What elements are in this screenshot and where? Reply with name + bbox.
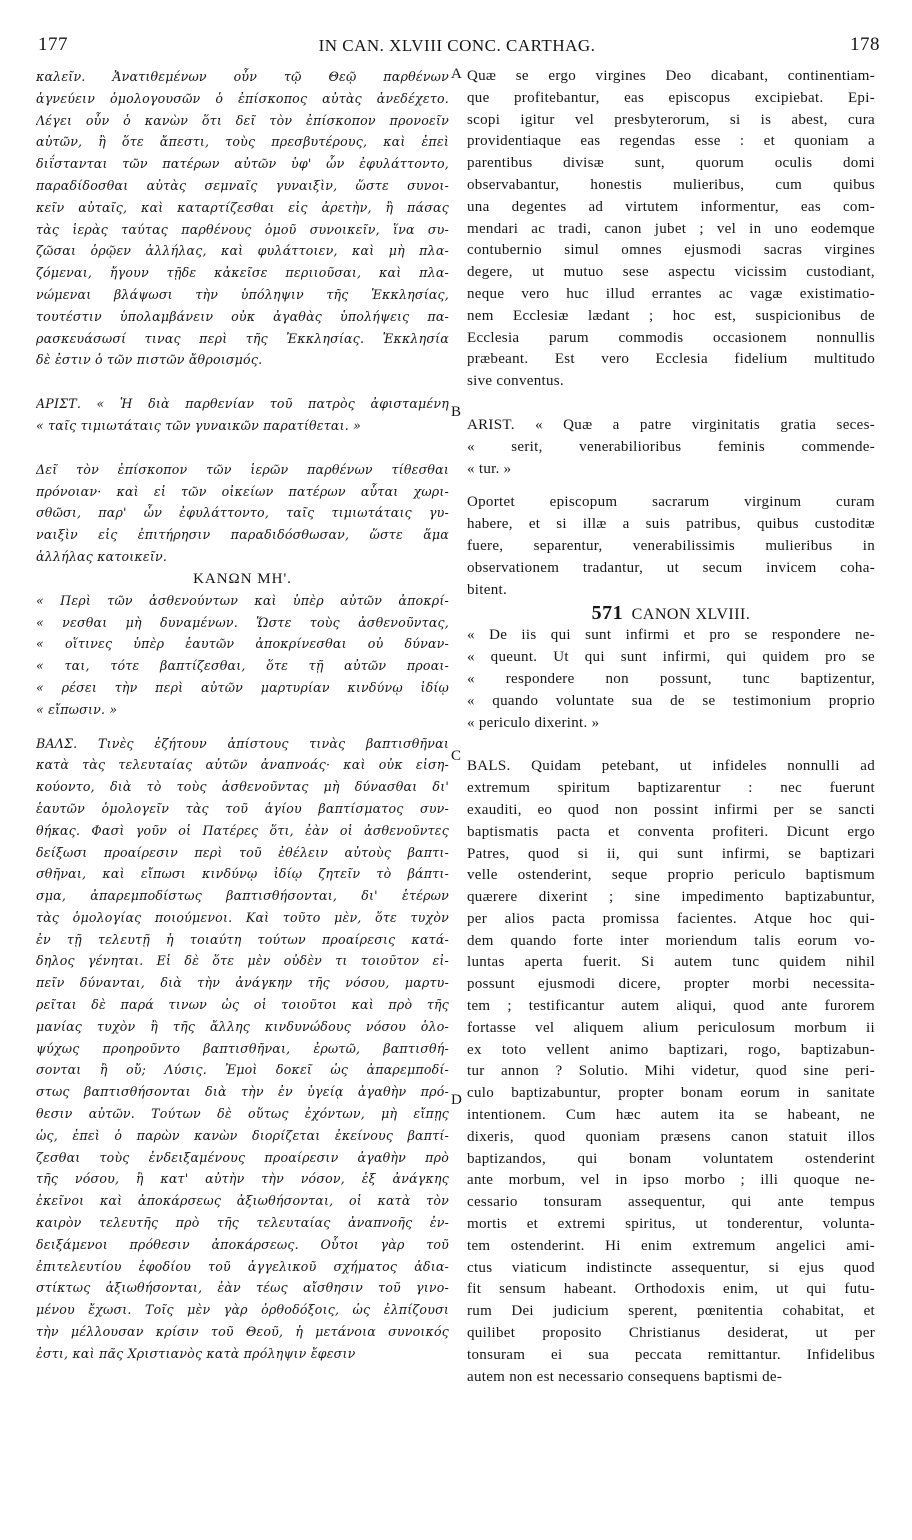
text-line: contubernio simul omnes ejusmodi sacras virgines — [467, 242, 875, 259]
text-line: Oportet episcopum sacrarum virginum curam — [467, 494, 875, 511]
text-line: « ταῖς τιμιωτάταις τῶν γυναικῶν παρατίθεται. » — [36, 417, 362, 433]
text-line: στίκτως ἀξιωθήσονται, ἐὰν τέως αἴσθησιν τοῦ γινο- — [36, 1280, 449, 1296]
latin-arist-paragraph — [467, 415, 875, 480]
text-line: σθῆναι, καὶ εἴπωσι κινδύνῳ ἰδίῳ ζητεῖν τὸ βάπτι- — [36, 866, 449, 882]
text-line: ἀλλήλας κατοικεῖν. — [36, 548, 168, 564]
text-line: tur annon ? Solutio. Mihi videtur, quod sine peri- — [467, 1063, 875, 1080]
margin-marker-d: D — [451, 1092, 462, 1108]
text-line: « Περὶ τῶν ἀσθενούντων καὶ ὑπὲρ αὐτῶν ἀποκρί- — [36, 592, 449, 608]
text-line: parentibus divisæ sunt, quorum oculis domi — [467, 155, 875, 172]
text-line: καλεῖν. Ἀνατιθεμένων οὖν τῷ Θεῷ παρθένων — [36, 69, 449, 84]
text-line: ARIST. « Quæ a patre virginitatis gratia seces- — [467, 416, 875, 433]
text-line: possunt ejusmodi dicere, propter morbi necessita- — [467, 976, 875, 993]
text-line: δείξωσι προαίρεσιν περὶ τοῦ ἐθέλειν αὐτοὺς βαπτι- — [36, 844, 449, 860]
margin-marker-b: B — [451, 404, 462, 420]
text-line: præbeant. Est vero Ecclesia fidelium multitudo — [467, 351, 875, 368]
latin-paragraph-1 — [467, 66, 875, 393]
text-line: ΒΑΛΣ. Τινὲς ἐζήτουν ἀπίστους τινὰς βαπτισθῆναι — [36, 735, 449, 751]
text-line: ναιξὶν εἰς ἐπιτήρησιν παραδιδόσθωσαν, ὥστε ἅμα — [36, 527, 449, 543]
text-line: δὲ ἐστιν ὁ τῶν πιστῶν ἄθροισμός. — [36, 352, 263, 368]
text-line: « De iis qui sunt infirmi et pro se respondere ne- — [467, 627, 875, 644]
text-line: exauditi, eo quod non possint infirmi per se sancti — [467, 801, 875, 818]
text-line: mortis et extremi spiritus, ut tonderentur, volunta- — [467, 1216, 875, 1233]
text-line: tem ; testificantur autem aliqui, quod ante furorem — [467, 998, 875, 1015]
canon-title: CANON XLVIII. — [631, 606, 751, 624]
text-line: per alios pacta promissa facientes. Atque hoc qui- — [467, 910, 875, 927]
text-line: παραδίδοσθαι αὐτὰς σεμναῖς γυναιξὶν, ὥστε συνοι- — [36, 177, 449, 193]
text-line: τουτέστιν ὑπολαμβάνειν οὐκ ἀγαθὰς ὑπολήψεις πα- — [36, 308, 449, 324]
text-line: ζεσθαι τοὺς ἐνδειξαμένους προαίρεσιν ἀγαθὴν πρὸ — [36, 1149, 449, 1165]
text-line: « serit, venerabilioribus feminis commende- — [467, 438, 875, 455]
text-line: διΐστανται τῶν πατέρων αὐτῶν ὑφ' ὧν ἐφυλάττοντο, — [36, 156, 449, 172]
text-line: τὰς ὁμολογίας ποιούμενοι. Καὶ τοῦτο μὲν, ὅτε τυχὸν — [36, 909, 449, 925]
text-line: ante morbum, vel in ipso morbo ; illi quoque ne- — [467, 1172, 875, 1189]
text-line: ρεῖται δὲ παρά τινων ὡς οἱ τοιοῦτοι καὶ πρὸ τῆς — [36, 997, 449, 1013]
greek-column — [36, 66, 449, 1365]
greek-canon-heading: ΚΑΝΩΝ ΜΗ'. — [193, 570, 292, 587]
text-line: πεῖν δύνανται, διὰ τὴν ἀνάγκην τῆς νόσου, μαρτυ- — [36, 975, 449, 991]
margin-marker-a: A — [451, 66, 462, 82]
latin-canon-heading — [467, 601, 875, 625]
text-line: κούοντο, διὰ τὸ τοὺς ἀσθενοῦντας μὴ δύνασθαι δι' — [36, 779, 449, 795]
text-line: νώμεναι βλάψωσι τὴν ὑπόληψιν τῆς Ἐκκλησίας, — [36, 286, 449, 302]
text-line: ἐκεῖνοι καὶ ἀποκάρσεως ἀξιωθήσονται, οἱ κατὰ τὸν — [36, 1193, 449, 1209]
text-line: τὰς ἱερὰς ταύτας παρθένους ὁμοῦ συνοικεῖν, ἵνα συ- — [36, 221, 449, 237]
text-line: σονται ἢ οὔ; Λύσις. Ἐμοὶ δοκεῖ ὡς ἀπαρεμποδί- — [36, 1062, 449, 1078]
canon-number: 571 — [591, 602, 624, 625]
text-line: una degentes ad virtutem informentur, eas com- — [467, 198, 875, 215]
text-line: luntas aperta fuerit. Si autem tunc quidem nihil — [467, 954, 875, 971]
latin-paragraph-3 — [467, 492, 875, 601]
text-line: « ται, τότε βαπτίζεσθαι, ὅτε τῇ αὐτῶν προαι- — [36, 658, 449, 674]
text-line: fuere, separentur, venerabilissimis mulieribus in — [467, 537, 875, 554]
text-line: bitent. — [467, 581, 508, 598]
text-line: observationem tradantur, ut secum invicem coha- — [467, 559, 875, 576]
text-line: mendari ac tradi, canon jubet ; vel in uno eodemque — [467, 220, 875, 237]
text-line: observabantur, honestis mulieribus, cum quibus — [467, 176, 875, 193]
page-number-right: 178 — [850, 34, 880, 55]
text-line: baptismatis pacta et conventa profiteri. Dicunt ergo — [467, 823, 875, 840]
text-line: ὡς, ἐπεὶ ὁ παρὼν κανὼν διορίζεται ἐκείνους βαπτί- — [36, 1127, 449, 1143]
text-line: « νεσθαι μὴ δυναμένων. Ὥστε τοὺς ἀσθενοῦντας, — [36, 614, 449, 630]
text-line: BALS. Quidam petebant, ut infideles nonnulli ad — [467, 758, 875, 775]
text-line: quærere dixerint ; sine impedimento baptizabuntur, — [467, 889, 875, 906]
text-line: τῆς νόσου, ἢ κατ' αὐτὴν τὴν νόσον, ἐξ ἀνάγκης — [36, 1171, 449, 1187]
text-line: Patres, quod si ii, qui sunt infirmi, se baptizari — [467, 845, 875, 862]
text-line: δειξάμενοι πρόθεσιν ἀποκάρσεως. Οὗτοι γὰρ τοῦ — [36, 1236, 449, 1252]
text-line: « ρέσει τὴν περὶ αὐτῶν μαρτυρίαν κινδύνῳ ἰδίῳ — [36, 679, 449, 695]
text-line: ψύχως προηροῦντο βαπτισθῆναι, ἐρωτῶ, βαπτισθή- — [36, 1040, 449, 1056]
text-line: καιρὸν τελευτῆς πρὸ τῆς τελευταίας ἀναπνοῆς ἐν- — [36, 1215, 449, 1231]
margin-marker-c: C — [451, 748, 462, 764]
text-line: extremum spiritum baptizarentur : nec fuerunt — [467, 780, 875, 797]
text-line: στως βαπτισθήσονται διὰ τὴν ἐν ὑγείᾳ ἀγαθὴν πρό- — [36, 1084, 449, 1100]
text-line: ctus viaticum indistincte assequentur, si ejus quod — [467, 1259, 875, 1276]
latin-canon-text — [467, 625, 875, 734]
text-line: ἐστι, καὶ πᾶς Χριστιανὸς κατὰ πρόληψιν ἔφεσιν — [36, 1345, 356, 1361]
text-line: sive conventus. — [467, 373, 564, 390]
text-line: autem non est necessario consequens baptismi de- — [467, 1368, 783, 1385]
running-title: IN CAN. XLVIII CONC. CARTHAG. — [318, 36, 596, 55]
greek-paragraph-1 — [36, 66, 449, 371]
text-line: velle ostenderint, seque proprio periculo baptismum — [467, 867, 875, 884]
text-line: « οἵτινες ὑπὲρ ἑαυτῶν ἀποκρίνεσθαι οὐ δύναν- — [36, 636, 449, 652]
text-line: baptizandos, qui bonam voluntatem ostenderint — [467, 1150, 875, 1167]
text-line: providentiaque eas regendas esse : et quoniam a — [467, 133, 875, 150]
text-line: θήκας. Φασὶ γοῦν οἱ Πατέρες ὅτι, ἐὰν οἱ ἀσθενοῦντες — [36, 822, 449, 838]
text-line: « periculo dixerint. » — [467, 714, 600, 731]
text-line: θεσιν αὐτῶν. Τούτων δὲ οὕτως ἐχόντων, μὴ εἴπῃς — [36, 1106, 449, 1122]
text-line: ἐν τῇ τελευτῇ ἡ τοιαύτη τούτων προαίρεσις κατά- — [36, 931, 449, 947]
text-line: μένου ἔχωσι. Τοῖς μὲν γὰρ ὀρθοδόξοις, ὡς ἐλπίζουσι — [36, 1302, 449, 1318]
text-line: nem Ecclesiæ lædant ; hoc est, suspicionibus de — [467, 307, 875, 324]
text-line: μανίας τυχὸν ἢ τῆς ἄλλης κινδυνώδους νόσου ὁλο- — [36, 1018, 449, 1034]
text-line: Λέγει οὖν ὁ κανὼν ὅτι δεῖ τὸν ἐπίσκοπον προνοεῖν — [36, 112, 449, 128]
text-line: ἑαυτῶν ὁμολογεῖν τὰς τοῦ ἁγίου βαπτίσματος συν- — [36, 800, 449, 816]
text-line: scopi igitur vel presbyterorum, si is abest, cura — [467, 111, 875, 128]
greek-canon-text — [36, 590, 449, 721]
text-line: ζόμεναι, ἤγουν τῇδε κἀκεῖσε περιιοῦσαι, καὶ πλα- — [36, 265, 449, 281]
text-line: Ecclesia parum commodis occasionem nonnullis — [467, 329, 875, 346]
text-line: ρασκευάσωσί τινας περὶ τῆς Ἐκκλησίας. Ἐκκλησία — [36, 330, 449, 346]
text-line: habere, et si illæ a suis patribus, quibus custoditæ — [467, 516, 875, 533]
text-line: degere, ut mutuo sese aspectu vicissim custodiant, — [467, 264, 875, 281]
text-line: ΑΡΙΣΤ. « Ἡ διὰ παρθενίαν τοῦ πατρὸς ἀφισταμένη — [36, 396, 449, 412]
text-line: rum Dei judicium sperent, pœnitentia cohabitat, et — [467, 1303, 875, 1320]
text-line: δηλος γένηται. Εἰ δὲ ὅτε μὲν οὐδὲν τι τοιοῦτον εἰ- — [36, 953, 449, 969]
greek-balsamon-commentary — [36, 733, 449, 1365]
text-line: κατὰ τὰς τελευταίας αὐτῶν ἀναπνοάς· καὶ οὐκ εἰση- — [36, 757, 449, 773]
text-line: σμα, ἀπαρεμποδίστως βαπτισθήσονται, δι' ἑτέρων — [36, 888, 449, 904]
text-line: dem quando forte inter moriendum talis eorum vo- — [467, 932, 875, 949]
text-line: que profitebantur, eas episcopus excipiebat. Epi- — [467, 89, 875, 106]
text-line: intentionem. Cum hæc autem ita se habeant, ne — [467, 1107, 875, 1124]
text-line: ἐπιτελευτίου ἐφοδίου τοῦ ἀγγελικοῦ σχήματος ἀδια- — [36, 1258, 449, 1274]
latin-column — [467, 66, 875, 1388]
text-line: ex toto vellent animo baptizari, rogo, baptizabun- — [467, 1041, 875, 1058]
text-line: « quando voluntate sua de se testimonium proprio — [467, 692, 875, 709]
text-line: « tur. » — [467, 460, 512, 477]
text-line: ζῶσαι ὁρῷεν ἀλλήλας, καὶ φυλάττοιεν, καὶ μὴ πλα- — [36, 243, 449, 259]
text-line: fortasse vel aliquem alium periculosum morbum ii — [467, 1019, 875, 1036]
text-line: fit sensum habeant. Orthodoxis enim, ut qui futu- — [467, 1281, 875, 1298]
text-line: cessario tonsuram assequentur, qui ante tempus — [467, 1194, 875, 1211]
text-line: τὴν μέλλουσαν κρίσιν τοῦ Θεοῦ, ἡ μετάνοια συνοικός — [36, 1324, 449, 1340]
text-line: tem ostenderint. Hi enim extremum angelici ami- — [467, 1237, 875, 1254]
text-line: « respondere non possunt, tunc baptizentur, — [467, 670, 875, 687]
text-line: culo baptizabuntur, propter bonam eorum in sanitate — [467, 1085, 875, 1102]
text-line: dixeris, quod quoniam præsens canon statuit illos — [467, 1128, 875, 1145]
greek-paragraph-3 — [36, 459, 449, 568]
text-line: αὐτῶν, ἢ ὅτε ἄπεστι, τοὺς πρεσβυτέρους, καὶ ἐπεὶ — [36, 134, 449, 150]
page-header — [34, 34, 880, 58]
text-line: quilibet proposito Christianus desiderat, ut per — [467, 1325, 875, 1342]
text-line: neque vero huc illud errantes ac vagæ existimatio- — [467, 285, 875, 302]
text-line: ἁγνεύειν ὁμολογουσῶν ὁ ἐπίσκοπος αὐτὰς ἀνεδέχετο. — [36, 90, 449, 106]
text-line: tonsuram ei sua peccata remittantur. Infidelibus — [467, 1346, 875, 1363]
text-line: σθῶσι, παρ' ὧν ἐφυλάττοντο, ταῖς τιμιωτάταις γυ- — [36, 505, 449, 521]
latin-balsamon-commentary — [467, 756, 875, 1388]
page-number-left: 177 — [38, 34, 68, 55]
text-line: « queunt. Ut qui sunt infirmi, qui quidem pro se — [467, 649, 875, 666]
text-line: Quæ se ergo virgines Deo dicabant, continentiam- — [467, 68, 875, 84]
text-line: « εἴπωσιν. » — [36, 701, 118, 717]
text-line: πρόνοιαν· καὶ εἰ τῶν οἰκείων πατέρων αὗται χωρι- — [36, 483, 449, 499]
greek-arist-paragraph — [36, 393, 449, 437]
text-line: κεῖν αὐταῖς, καὶ καταρτίζεσθαι εἰς ἀρετὴν, ἢ πάσας — [36, 199, 449, 215]
text-line: Δεῖ τὸν ἐπίσκοπον τῶν ἱερῶν παρθένων τίθεσθαι — [36, 461, 449, 477]
